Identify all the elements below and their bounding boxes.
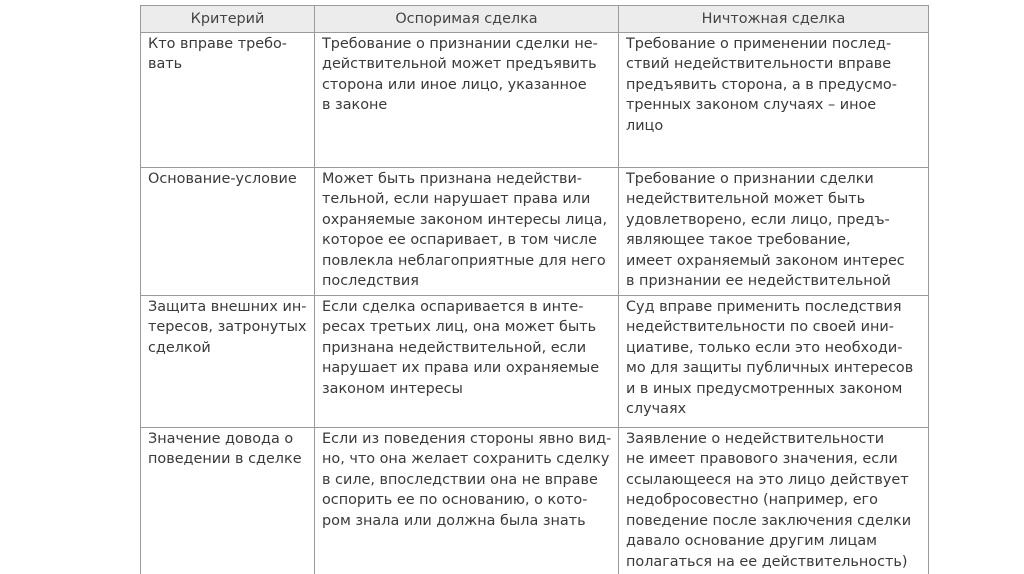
table-body — [141, 32, 929, 574]
comparison-table — [140, 5, 929, 574]
voidable-cell: Требование о признании сделки не- действительной может предъявить сторона или иное лицо, указанное в законе — [315, 32, 619, 167]
void-cell: Суд вправе применить последствия недействительности по своей ини- циативе, только если это необходи- мо для защиты публичных интересов и в иных предусмотренных законом случаях — [619, 295, 929, 427]
void-cell: Заявление о недействительности не имеет правового значения, если ссылающееся на это лицо действует недобросовестно (например, его поведение после заключения сделки давало основание другим лицам полагаться на ее действительность) — [619, 427, 929, 574]
voidable-cell: Если сделка оспаривается в инте- ресах третьих лиц, она может быть признана недействительной, если нарушает их права или охраняемые законом интересы — [315, 295, 619, 427]
table-row — [141, 167, 929, 295]
table-row — [141, 295, 929, 427]
void-cell: Требование о применении послед- ствий недействительности вправе предъявить сторона, а в предусмо- тренных законом случаях – иное лицо — [619, 32, 929, 167]
voidable-cell: Может быть признана недействи- тельной, если нарушает права или охраняемые законом интересы лица, которое ее оспаривает, в том числе повлекла неблагоприятные для него последствия — [315, 167, 619, 295]
table-row — [141, 32, 929, 167]
criterion-cell: Основание-условие — [141, 167, 315, 295]
header-criterion: Критерий — [141, 6, 315, 33]
criterion-cell: Защита внешних ин- тересов, затронутых сделкой — [141, 295, 315, 427]
table-row — [141, 427, 929, 574]
header-void-deal: Ничтожная сделка — [619, 6, 929, 33]
criterion-cell: Кто вправе требо- вать — [141, 32, 315, 167]
table-header — [141, 6, 929, 33]
header-voidable-deal: Оспоримая сделка — [315, 6, 619, 33]
header-row — [141, 6, 929, 33]
criterion-cell: Значение довода о поведении в сделке — [141, 427, 315, 574]
voidable-cell: Если из поведения стороны явно вид- но, что она желает сохранить сделку в силе, впоследствии она не вправе оспорить ее по основанию, о кото- ром знала или должна была знать — [315, 427, 619, 574]
void-cell: Требование о признании сделки недействительной может быть удовлетворено, если лицо, предъ- являющее такое требование, имеет охраняемый законом интерес в признании ее недействительной — [619, 167, 929, 295]
